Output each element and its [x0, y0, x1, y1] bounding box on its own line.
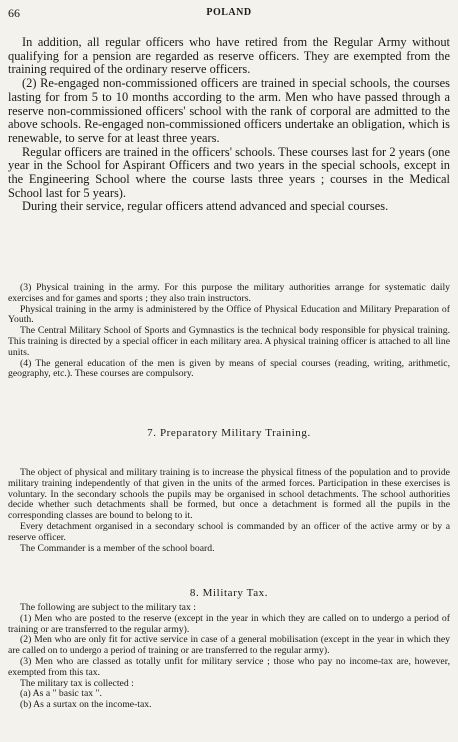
paragraph: During their service, regular officers attend advanced and special courses. [22, 199, 389, 214]
paragraph: The Commander is a member of the school board. [20, 542, 215, 554]
paragraph: The following are subject to the military tax : [20, 602, 196, 613]
section-7-text [8, 468, 450, 554]
list-item: (a) As a " basic tax ". [20, 688, 102, 700]
paragraph: (2) Re-engaged non-commissioned officers are trained in special schools, the courses lasting for from 5 to 10 months according to the arm. Men who have passed through a reserve non-commissioned officers' school with the rank of corporal are admitted to the above schools. Re-engaged non-commissioned officers undertake an obligation, which is renewable, to serve for at least three years. [8, 76, 450, 145]
paragraph: (2) Men who are only fit for active service in case of a general mobilisation (except in the year in which they are called on to undergo a period of training or are transferred to the regular army). [8, 634, 450, 657]
paragraph: (1) Men who are posted to the reserve (except in the year in which they are called on to undergo a period of training or are transferred to the regular army). [8, 612, 450, 635]
section-heading: 7. Preparatory Military Training. [147, 427, 311, 439]
paragraph: In addition, all regular officers who have retired from the Regular Army without qualifying for a pension are regarded as reserve officers. They are exempted from the training required of the ordinary reserve officers. [8, 35, 450, 77]
list-item: (b) As a surtax on the income-tax. [20, 699, 152, 711]
section-heading: 8. Military Tax. [189, 587, 269, 599]
paragraph: Every detachment organised in a secondary school is commanded by an officer of the active army or by a reserve officer. [8, 520, 450, 543]
paragraph: The Central Military School of Sports and Gymnastics is the technical body responsible for physical training. This training is directed by a special officer in each military area. A physical training officer is attached to all line units. [8, 325, 450, 358]
paragraph: The object of physical and military training is to increase the physical fitness of the population and to provide military training independently of that given in the units of the armed forces. Participation in these exercises is voluntary. In the secondary schools the pupils may be organised in school detachments. The school authorities decide whether such detachments shall be formed, but once a detachment is formed all the pupils in the corresponding classes are bound to belong to it. [8, 467, 450, 522]
section-8 [8, 586, 450, 600]
running-title: POLAND [206, 7, 252, 18]
paragraph: (3) Men who are classed as totally unfit for military service ; those who pay no income-tax are, however, exempted from this tax. [8, 655, 450, 678]
section-7 [8, 426, 450, 440]
paragraph: Physical training in the army is administered by the Office of Physical Education and Military Preparation of Youth. [8, 303, 450, 326]
page-number: 66 [8, 6, 20, 20]
paragraph: The military tax is collected : [20, 677, 134, 689]
page-header [8, 6, 450, 24]
paragraph: (4) The general education of the men is given by means of special courses (reading, writing, arithmetic, geography, etc.). These courses are compulsory. [8, 357, 450, 380]
paragraph: Regular officers are trained in the officers' schools. These courses last for 2 years (one year in the School for Aspirant Officers and two years in the special schools, except in the Engineering School where the course lasts three years ; courses in the Medical School last for 5 years). [8, 144, 450, 200]
paragraph: (3) Physical training in the army. For this purpose the military authorities arrange for systematic daily exercises and for games and sports ; they also train instructors. [8, 282, 450, 304]
section-8-text [8, 603, 450, 711]
main-text-block [8, 36, 450, 214]
small-text-block [8, 283, 450, 380]
